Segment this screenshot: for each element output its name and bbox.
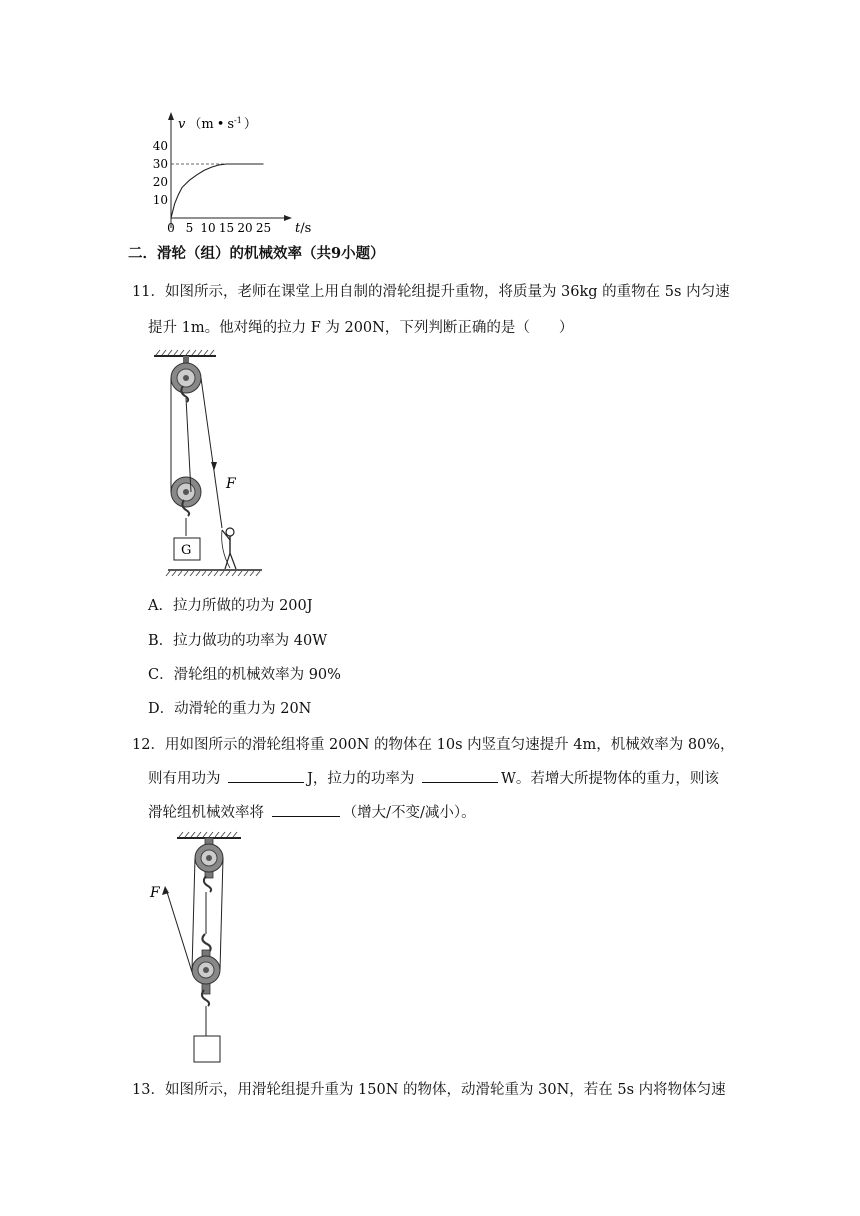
velocity-time-chart bbox=[140, 108, 330, 238]
q11-weight-label: G bbox=[181, 543, 192, 558]
q12-blank-efficiency[interactable] bbox=[272, 802, 340, 817]
q12-force-label: F bbox=[150, 885, 160, 901]
q13-line1: 13．如图所示，用滑轮组提升重为 150N 的物体，动滑轮重为 30N，若在 5s 内将物体匀速 bbox=[132, 1082, 726, 1098]
x-tick-label: 25 bbox=[255, 221, 272, 235]
x-tick-label: 20 bbox=[237, 221, 253, 235]
x-axis-arrow bbox=[284, 215, 292, 221]
q11-line2: 提升 1m。他对绳的拉力 F 为 200N，下列判断正确的是（ ） bbox=[148, 320, 574, 336]
q12-pulley-figure bbox=[145, 830, 255, 1070]
y-tick-label: 40 bbox=[152, 139, 168, 153]
x-tick-label: 5 bbox=[185, 221, 194, 235]
velocity-curve bbox=[171, 164, 264, 218]
y-axis-arrow bbox=[168, 112, 174, 120]
y-tick-label: 10 bbox=[152, 193, 168, 207]
q12-line2: 则有用功为 J，拉力的功率为 W。若增大所提物体的重力，则该 bbox=[148, 768, 719, 789]
y-tick-label: 20 bbox=[152, 175, 168, 189]
y-tick-label: 30 bbox=[152, 157, 168, 171]
y-axis-label: v （m • $s^{-1}$ ） bbox=[178, 116, 257, 132]
q11-line1: 11．如图所示，老师在课堂上用自制的滑轮组提升重物，将质量为 36kg 的重物在 5s 内匀速 bbox=[132, 284, 730, 300]
q12-weight-box bbox=[194, 1036, 220, 1062]
q11-force-label: F bbox=[226, 476, 236, 492]
q12-line3: 滑轮组机械效率将 （增大/不变/减小）。 bbox=[148, 802, 476, 823]
section-title: 二．滑轮（组）的机械效率（共9小题） bbox=[128, 245, 385, 262]
q11-option-a: A．拉力所做的功为 200J bbox=[148, 598, 313, 614]
x-tick-label: 10 bbox=[200, 221, 216, 235]
q12-blank-power[interactable] bbox=[422, 768, 498, 783]
q12-line1: 12．用如图所示的滑轮组将重 200N 的物体在 10s 内竖直匀速提升 4m，机械效率为 80%， bbox=[132, 737, 735, 753]
x-tick-label: 15 bbox=[218, 221, 235, 235]
q12-blank-useful-work[interactable] bbox=[228, 768, 304, 783]
q11-option-c: C．滑轮组的机械效率为 90% bbox=[148, 667, 341, 683]
x-tick-label: 0 bbox=[167, 221, 175, 235]
q11-option-d: D．动滑轮的重力为 20N bbox=[148, 701, 312, 717]
q11-pulley-figure bbox=[150, 348, 268, 578]
q11-option-b: B．拉力做功的功率为 40W bbox=[148, 633, 328, 649]
x-axis-label: t/s bbox=[295, 221, 312, 236]
